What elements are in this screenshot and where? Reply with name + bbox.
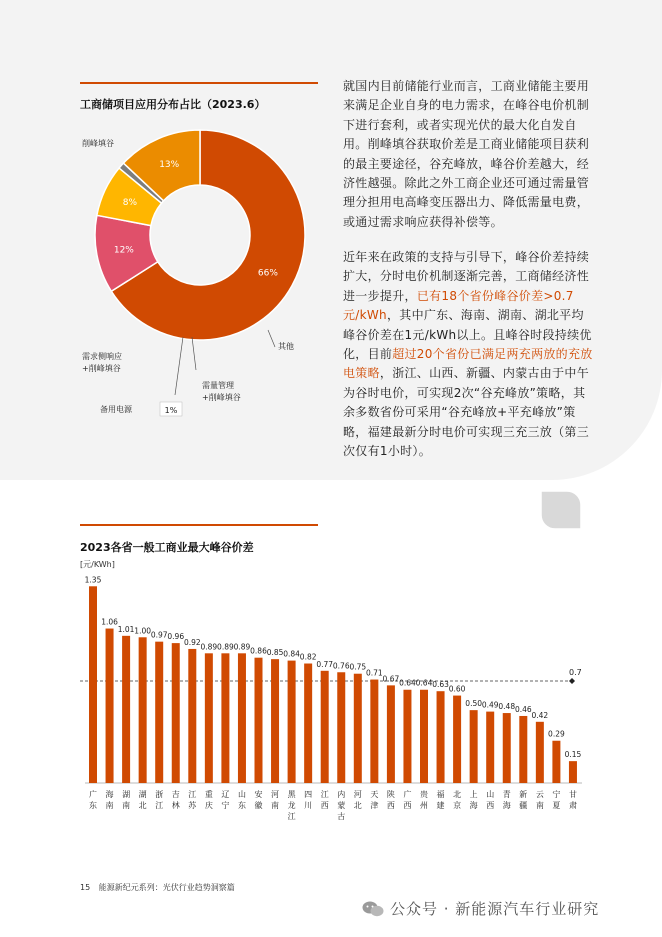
pie-category-label: 需求侧响应 <box>82 352 122 361</box>
pie-chart <box>70 125 330 425</box>
bar-value-label: 0.89 <box>217 642 234 652</box>
bar-value-label: 0.89 <box>233 642 251 652</box>
bar <box>304 664 312 783</box>
bar <box>238 653 246 783</box>
category-label: 陕西 <box>386 790 395 810</box>
category-label: 云南 <box>535 790 544 810</box>
pie-category-label: +削峰填谷 <box>202 393 241 402</box>
bar <box>437 691 445 783</box>
bar-section-title: 2023各省一般工商业最大峰谷价差 <box>80 541 254 554</box>
category-label: 江西 <box>320 790 329 810</box>
bar <box>420 690 428 783</box>
watermark-text: 公众号 · 新能源汽车行业研究 <box>390 900 600 918</box>
bar-value-label: 0.63 <box>432 680 449 690</box>
paragraph-policy <box>343 248 595 461</box>
bar-value-label: 0.86 <box>250 646 267 656</box>
category-label: 青海 <box>502 790 511 810</box>
bar <box>122 636 130 783</box>
bar-value-label: 0.60 <box>448 684 466 694</box>
category-label: 四川 <box>304 790 313 810</box>
paragraph-policy-part-c: ，其中广东、海南、湖南、湖北平均峰谷价差在1元/kWh以上。且峰谷时段持续优化，目前 <box>343 308 592 362</box>
category-label: 浙江 <box>155 790 164 810</box>
bar <box>552 741 560 783</box>
pie-section-title: 工商储项目应用分布占比（2023.6） <box>80 98 266 111</box>
category-label: 河北 <box>353 790 362 810</box>
pie-slice-label: 12% <box>113 245 134 256</box>
bar-value-label: 0.84 <box>283 649 300 659</box>
paragraph-policy-highlight-2: 超过20个省份已满足两充两放的充放电策略 <box>343 347 593 381</box>
category-label: 辽宁 <box>221 790 230 810</box>
pie-category-label: +削峰填谷 <box>82 364 121 373</box>
category-label: 宁夏 <box>552 790 561 810</box>
corner-decoration <box>535 485 585 533</box>
reference-line-label: 0.7 <box>569 668 582 677</box>
category-label: 河南 <box>271 790 280 810</box>
bar <box>387 685 395 783</box>
bar <box>271 659 279 783</box>
page-footer <box>80 882 235 893</box>
category-label: 甘肃 <box>568 790 577 810</box>
bar <box>106 629 114 783</box>
bar-value-label: 0.67 <box>382 674 400 684</box>
pie-leader-line <box>192 337 196 370</box>
bar <box>221 653 229 783</box>
pie-category-label: 其他 <box>278 342 294 351</box>
footer-series-title: 能源新纪元系列：光伏行业趋势洞察篇 <box>98 883 235 892</box>
bar-value-label: 0.77 <box>316 659 334 669</box>
bar-value-label: 0.71 <box>365 668 383 678</box>
pie-section-rule <box>80 82 318 84</box>
bar <box>486 712 494 783</box>
bar-value-label: 0.89 <box>200 642 218 652</box>
bar <box>205 653 213 783</box>
bar-value-label: 0.92 <box>183 637 201 647</box>
category-label: 广西 <box>403 790 412 810</box>
bar-value-label: 1.06 <box>101 617 118 627</box>
bar-value-label: 0.64 <box>399 678 416 688</box>
pie-leader-line <box>175 337 183 395</box>
bar-value-label: 0.49 <box>481 700 499 710</box>
paragraph-policy-part-a: 近年来在政策的支持与引导下，峰谷价差持续扩大，分时电价机制逐渐完善，工商储经济性进一步提升， <box>343 250 590 303</box>
paragraph-intro: 就国内目前储能行业而言，工商业储能主要用来满足企业自身的电力需求，在峰谷电价机制下进行套利，或者实现光伏的最大化自发自用。削峰填谷获取价差是工商业储能项目获利的最主要途径，谷充峰放，峰谷价差越大，经济性越强。除此之外工商企业还可通过需量管理分担用电高峰变压器出力、降低需量电费，或通过需求响应获得补偿等。 <box>343 79 590 229</box>
bar-value-label: 0.46 <box>514 704 532 714</box>
bar-value-label: 0.85 <box>266 648 284 658</box>
bar-value-label: 0.75 <box>349 662 367 672</box>
pie-leader-line <box>268 330 275 347</box>
category-label: 湖北 <box>138 790 147 810</box>
bar <box>288 661 296 783</box>
category-label: 江苏 <box>188 790 197 810</box>
bar <box>155 642 163 783</box>
category-label: 贵州 <box>420 790 428 810</box>
paragraph-policy-highlight-1: 已有18个省份峰谷价差>0.7元/kWh <box>343 288 574 323</box>
category-label: 山西 <box>486 790 495 810</box>
category-label: 广东 <box>89 790 97 810</box>
paragraph-policy-part-e: ，浙江、山西、新疆、内蒙古由于中午为谷时电价，可实现2次“谷充峰放”策略，其余多数省份可采用“谷充峰放+平充峰放”策略，福建最新分时电价可实现三充三放（第三次仅有1小时）。 <box>343 366 590 459</box>
pie-category-label: 需量管理 <box>202 381 234 390</box>
category-label: 吉林 <box>171 790 180 810</box>
bar-value-label: 0.50 <box>465 699 483 709</box>
bar <box>89 586 97 783</box>
bar-value-label: 0.48 <box>498 702 516 712</box>
bar-value-label: 1.00 <box>134 626 152 636</box>
bar <box>370 680 378 783</box>
category-label: 新疆 <box>519 790 528 810</box>
category-label: 黑龙江 <box>287 790 296 821</box>
bar <box>453 696 461 783</box>
pie-slice-label: 1% <box>164 406 178 415</box>
category-label: 重庆 <box>204 790 213 810</box>
bar <box>337 672 345 783</box>
category-label: 海南 <box>105 790 114 810</box>
category-label: 北京 <box>453 790 462 810</box>
bar <box>354 674 362 783</box>
bar <box>503 713 511 783</box>
bar <box>172 643 180 783</box>
bar-value-label: 0.29 <box>548 729 565 739</box>
bar-value-label: 1.35 <box>84 575 102 585</box>
bar <box>255 658 263 783</box>
category-label: 安徽 <box>254 790 263 810</box>
wechat-icon <box>362 900 384 918</box>
bar-value-label: 0.97 <box>150 630 168 640</box>
pie-slice-label: 66% <box>257 268 278 279</box>
reference-line-marker <box>569 678 575 684</box>
bar <box>536 722 544 783</box>
bar-chart <box>0 555 662 835</box>
pie-category-label: 削峰填谷 <box>82 139 114 148</box>
bar <box>519 716 527 783</box>
pie-slice-label: 13% <box>159 159 180 170</box>
bar <box>321 671 329 783</box>
bar <box>403 690 411 783</box>
bar <box>188 649 196 783</box>
category-label: 上海 <box>469 790 478 810</box>
y-axis-unit-label: [元/KWh] <box>80 560 115 569</box>
page-number: 15 <box>80 883 91 892</box>
bar-value-label: 0.64 <box>415 678 433 688</box>
bar-section-rule <box>80 524 318 526</box>
bar-value-label: 0.96 <box>167 632 185 642</box>
bar <box>569 761 577 783</box>
category-label: 山东 <box>237 790 246 810</box>
bar-value-label: 0.42 <box>531 710 549 720</box>
category-label: 湖南 <box>122 790 131 810</box>
bar <box>470 710 478 783</box>
bar-value-label: 0.15 <box>564 750 582 760</box>
pie-slice-label: 8% <box>122 198 138 209</box>
pie-category-label: 备用电源 <box>100 405 132 414</box>
category-label: 天津 <box>370 790 379 810</box>
bar-value-label: 1.01 <box>117 624 135 634</box>
bar <box>139 637 147 783</box>
category-label: 福建 <box>436 790 445 810</box>
bar-value-label: 0.76 <box>332 661 350 671</box>
bar-value-label: 0.82 <box>299 652 317 662</box>
category-label: 内蒙古 <box>337 790 346 821</box>
